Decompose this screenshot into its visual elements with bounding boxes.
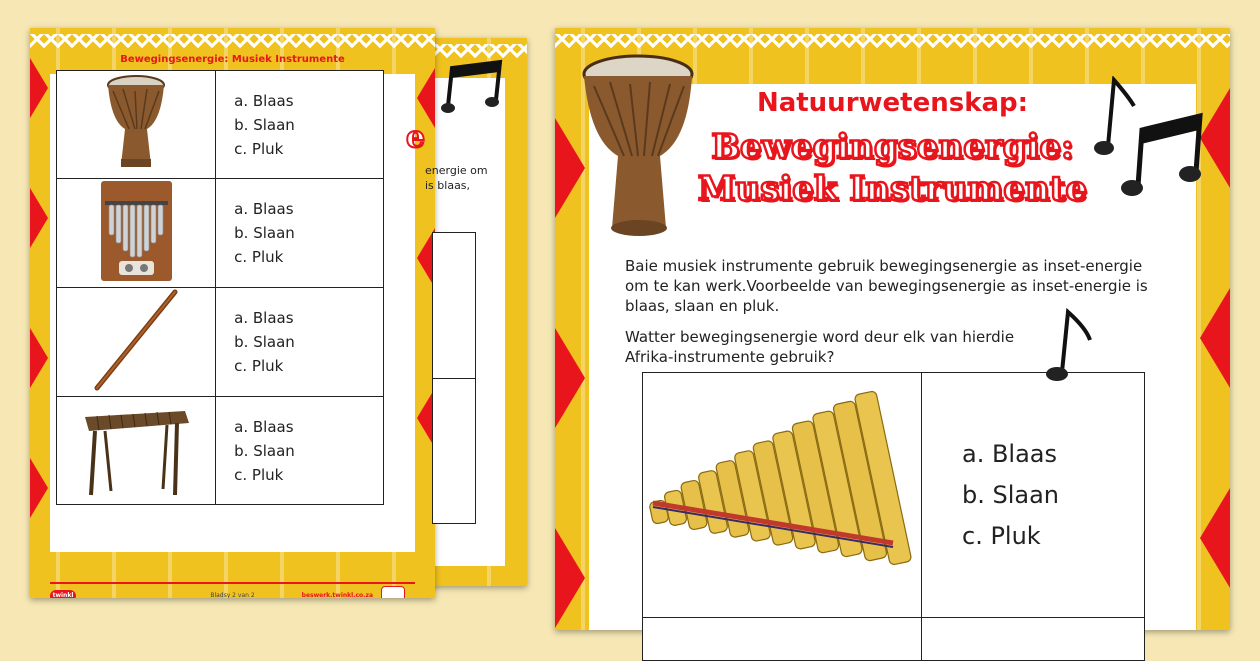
option-pluk[interactable]: c. Pluk [962, 521, 1041, 550]
option-blaas[interactable]: a. Blaas [234, 309, 294, 327]
title-line-2: Musiek Instrumente [697, 169, 1088, 209]
option-pluk[interactable]: c. Pluk [234, 357, 284, 375]
option-pluk[interactable]: c. Pluk [234, 139, 284, 158]
flute-icon [91, 288, 181, 392]
footer-badge-icon [381, 586, 405, 598]
answer-options [216, 288, 384, 397]
table-row [57, 179, 384, 288]
table-row [643, 373, 1145, 618]
left-page-title: Bewegingsenergie: Musiek Instrumente [120, 54, 345, 65]
instrument-image-cell [57, 71, 216, 179]
kalimba-icon [99, 179, 174, 283]
intro-paragraph: Baie musiek instrumente gebruik bewegingsenergie as inset-energie om te kan werk.Voorbeelde van bewegingsenergie as inset-energie is blaas, slaan en pluk. [625, 257, 1148, 315]
instrument-image-cell [57, 397, 216, 505]
option-blaas[interactable]: a. Blaas [234, 417, 294, 436]
table-row [57, 288, 384, 397]
back-page-table [432, 232, 476, 524]
table-row [57, 71, 384, 179]
instrument-image-cell [57, 179, 216, 288]
question-text: Watter bewegingsenergie word deur elk van hierdie Afrika-instrumente gebruik? [625, 328, 1015, 366]
music-note-icon [440, 58, 510, 138]
djembe-drum-icon [101, 73, 171, 173]
option-pluk[interactable]: c. Pluk [234, 465, 284, 484]
option-slaan[interactable]: b. Slaan [234, 224, 295, 242]
pan-flute-icon [643, 373, 921, 613]
music-note-icon [1040, 306, 1100, 386]
table-row [57, 397, 384, 505]
footer-url: beswerk.twinkl.co.za [301, 592, 373, 598]
option-slaan[interactable]: b. Slaan [234, 333, 295, 351]
subject-heading: Natuurwetenskap: [756, 88, 1029, 118]
answer-options [922, 373, 1145, 618]
xylophone-icon [81, 399, 191, 499]
twinkl-logo: twinkl [50, 590, 76, 598]
option-slaan[interactable]: b. Slaan [962, 480, 1060, 509]
table-row [643, 618, 1145, 661]
page-footer [50, 568, 415, 598]
instrument-question-table [642, 372, 1145, 661]
answer-options [216, 71, 384, 179]
back-page-text-line: is blaas, [425, 179, 471, 192]
back-page-text-line: energie om [425, 164, 488, 177]
empty-cell [922, 618, 1145, 661]
option-slaan[interactable]: b. Slaan [234, 115, 295, 134]
empty-cell [643, 618, 922, 661]
option-blaas[interactable]: a. Blaas [962, 439, 1058, 468]
instrument-question-table [56, 70, 384, 505]
title-line-1: Bewegingsenergie: [711, 127, 1074, 167]
page-number: Bladsy 2 van 2 [210, 592, 255, 598]
back-page-title-fragment: e [406, 120, 426, 155]
music-notes-icon [1088, 76, 1208, 216]
answer-options [216, 397, 384, 505]
option-blaas[interactable]: a. Blaas [234, 200, 294, 218]
instrument-image-cell [57, 288, 216, 397]
instrument-image-cell [643, 373, 922, 618]
djembe-drum-icon [578, 52, 698, 242]
option-pluk[interactable]: c. Pluk [234, 248, 284, 266]
answer-options [216, 179, 384, 288]
footer-divider [50, 582, 415, 584]
option-blaas[interactable]: a. Blaas [234, 91, 294, 110]
option-slaan[interactable]: b. Slaan [234, 441, 295, 460]
